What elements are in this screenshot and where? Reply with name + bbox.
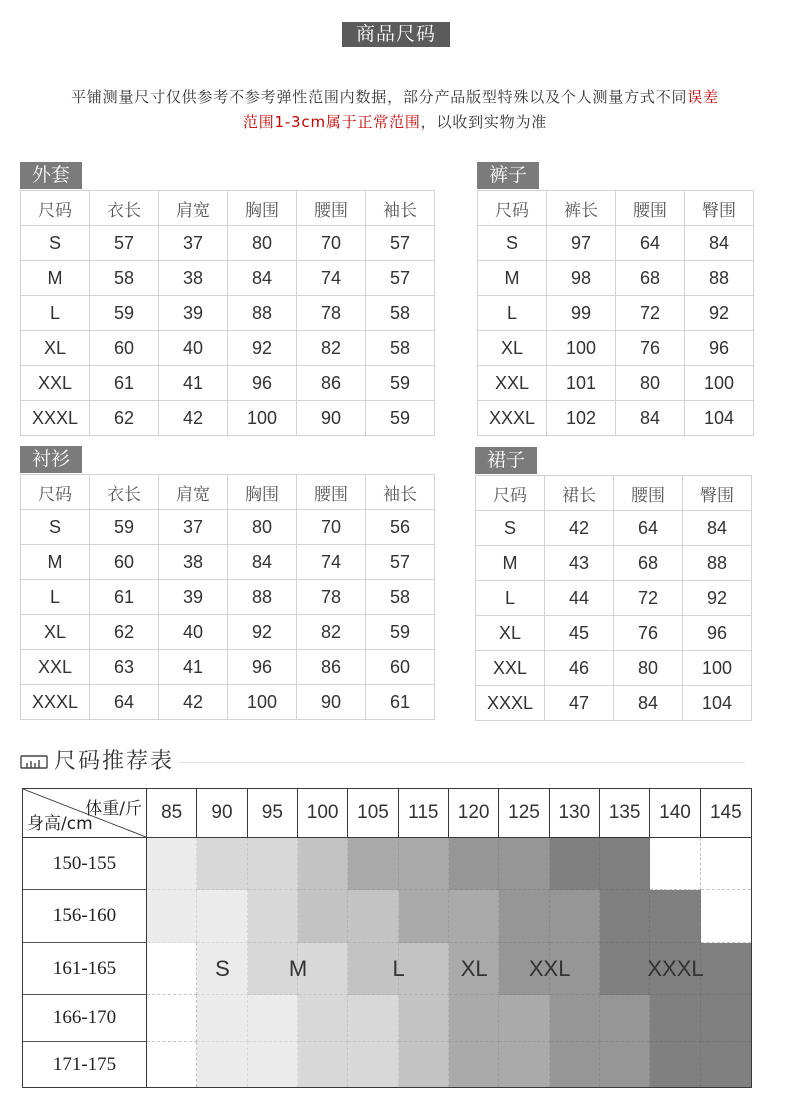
table-row: [21, 580, 435, 615]
measurement-cell: 84: [228, 545, 297, 580]
table-row: [21, 615, 435, 650]
column-header: 腰围: [297, 191, 366, 226]
size-zone-cell: [248, 890, 298, 943]
measurement-cell: 104: [685, 401, 754, 436]
size-zone-cell: [550, 838, 600, 890]
size-zone-cell: [298, 1042, 348, 1087]
size-cell: M: [478, 261, 547, 296]
measurement-cell: 56: [366, 510, 435, 545]
measurement-cell: 59: [366, 401, 435, 436]
measurement-cell: 82: [297, 331, 366, 366]
size-zone-cell: [197, 1042, 247, 1087]
measurement-cell: 80: [616, 366, 685, 401]
size-table-grid: [477, 190, 754, 436]
size-cell: S: [21, 510, 90, 545]
measurement-cell: 58: [90, 261, 159, 296]
weight-header-cell: 115: [399, 789, 449, 838]
measurement-cell: 104: [683, 686, 752, 721]
height-row-label: 171-175: [23, 1042, 147, 1087]
measurement-cell: 57: [90, 226, 159, 261]
measurement-cell: 37: [159, 226, 228, 261]
size-zone-cell: [248, 1042, 298, 1087]
measurement-cell: 38: [159, 261, 228, 296]
measurement-cell: 101: [547, 366, 616, 401]
table-row: [476, 616, 752, 651]
measurement-cell: 92: [228, 615, 297, 650]
measurement-cell: 92: [685, 296, 754, 331]
measurement-cell: 44: [545, 581, 614, 616]
measurement-cell: 61: [366, 685, 435, 720]
size-table-title: 外套: [20, 162, 82, 189]
weight-header-cell: 95: [248, 789, 298, 838]
measurement-cell: 78: [297, 580, 366, 615]
size-cell: XXL: [478, 366, 547, 401]
height-row-label: 166-170: [23, 995, 147, 1042]
size-cell: S: [476, 511, 545, 546]
size-zone-cell: [348, 1042, 398, 1087]
size-zone-cell: [147, 890, 197, 943]
measurement-cell: 96: [228, 650, 297, 685]
measurement-cell: 96: [685, 331, 754, 366]
size-zone-cell: [399, 1042, 449, 1087]
column-header: 尺码: [478, 191, 547, 226]
measurement-cell: 102: [547, 401, 616, 436]
table-row: [21, 685, 435, 720]
measurement-cell: 74: [297, 545, 366, 580]
table-row: [478, 401, 754, 436]
weight-header-cell: 105: [348, 789, 398, 838]
size-zone-cell: [248, 995, 298, 1042]
size-zone-cell: [550, 890, 600, 943]
size-cell: XXXL: [21, 401, 90, 436]
table-row: [21, 226, 435, 261]
weight-header-cell: 140: [650, 789, 700, 838]
measurement-cell: 68: [614, 546, 683, 581]
column-header: 裙长: [545, 476, 614, 511]
size-zone-cell: [650, 1042, 700, 1087]
table-row: [478, 366, 754, 401]
measurement-cell: 68: [616, 261, 685, 296]
size-cell: M: [21, 261, 90, 296]
measurement-cell: 74: [297, 261, 366, 296]
size-zone-cell: [399, 890, 449, 943]
size-cell: L: [478, 296, 547, 331]
measurement-cell: 61: [90, 580, 159, 615]
size-cell: L: [21, 580, 90, 615]
column-header: 袖长: [366, 191, 435, 226]
table-row: [478, 331, 754, 366]
measurement-cell: 64: [90, 685, 159, 720]
size-table-skirt: [475, 447, 752, 721]
size-zone-cell: [600, 995, 650, 1042]
size-zone-cell: [348, 890, 398, 943]
corner-header-cell: [23, 789, 147, 838]
size-cell: XL: [476, 616, 545, 651]
measurement-cell: 40: [159, 615, 228, 650]
size-zone-cell: [650, 838, 700, 890]
measurement-cell: 84: [683, 511, 752, 546]
measurement-cell: 60: [366, 650, 435, 685]
measurement-cell: 84: [614, 686, 683, 721]
height-row-label: 161-165: [23, 943, 147, 995]
size-zone-cell: [399, 838, 449, 890]
table-row: [21, 401, 435, 436]
size-zone-cell: [147, 943, 197, 995]
recommendation-title: 尺码推荐表: [54, 749, 175, 774]
header-divider: [178, 762, 745, 763]
measurement-cell: 60: [90, 331, 159, 366]
size-cell: XL: [478, 331, 547, 366]
size-zone-cell: [550, 1042, 600, 1087]
column-header: 衣长: [90, 475, 159, 510]
size-cell: XXL: [21, 366, 90, 401]
weight-header-cell: 125: [499, 789, 549, 838]
measurement-cell: 70: [297, 510, 366, 545]
measurement-cell: 99: [547, 296, 616, 331]
measurement-cell: 59: [90, 296, 159, 331]
measurement-cell: 80: [228, 510, 297, 545]
measurement-cell: 76: [616, 331, 685, 366]
table-row: [476, 651, 752, 686]
measurement-cell: 46: [545, 651, 614, 686]
measurement-cell: 80: [614, 651, 683, 686]
weight-header-cell: 145: [701, 789, 751, 838]
measurement-cell: 98: [547, 261, 616, 296]
column-header: 臀围: [683, 476, 752, 511]
measurement-cell: 100: [547, 331, 616, 366]
size-cell: XL: [21, 331, 90, 366]
measurement-cell: 88: [683, 546, 752, 581]
measurement-notice: [0, 85, 790, 135]
size-zone-cell: [499, 838, 549, 890]
measurement-cell: 82: [297, 615, 366, 650]
size-zone-cell: [600, 1042, 650, 1087]
height-axis-label: 身高/cm: [27, 814, 93, 834]
size-zone-cell: [298, 838, 348, 890]
notice-line-2: [0, 110, 790, 135]
column-header: 腰围: [616, 191, 685, 226]
column-header: 臀围: [685, 191, 754, 226]
size-zone-cell: [701, 995, 751, 1042]
weight-header-cell: 130: [550, 789, 600, 838]
measurement-cell: 88: [228, 580, 297, 615]
size-cell: S: [478, 226, 547, 261]
measurement-cell: 84: [685, 226, 754, 261]
measurement-cell: 62: [90, 401, 159, 436]
measurement-cell: 86: [297, 650, 366, 685]
measurement-cell: 86: [297, 366, 366, 401]
size-zone-label: M: [288, 956, 308, 981]
size-zone-cell: [449, 1042, 499, 1087]
table-row: [476, 686, 752, 721]
size-zone-label: L: [392, 956, 405, 981]
size-zone-cell: [650, 995, 700, 1042]
size-table-grid: [20, 474, 435, 720]
size-table-shirt: [20, 446, 435, 720]
measurement-cell: 61: [90, 366, 159, 401]
weight-axis-label: 体重/斤: [85, 799, 142, 819]
size-recommendation-grid: [22, 788, 752, 1088]
measurement-cell: 37: [159, 510, 228, 545]
size-cell: XXL: [476, 651, 545, 686]
table-row: [21, 366, 435, 401]
measurement-cell: 41: [159, 366, 228, 401]
weight-header-cell: 100: [298, 789, 348, 838]
measurement-cell: 59: [366, 366, 435, 401]
size-cell: XXXL: [478, 401, 547, 436]
notice-highlight: 范围1-3cm属于正常范围: [242, 113, 421, 131]
column-header: 袖长: [366, 475, 435, 510]
size-zone-label: XXXL: [647, 956, 704, 981]
measurement-cell: 58: [366, 580, 435, 615]
measurement-cell: 45: [545, 616, 614, 651]
size-zone-cell: [298, 890, 348, 943]
size-zone-cell: [499, 995, 549, 1042]
size-zone-cell: [449, 838, 499, 890]
measurement-cell: 84: [228, 261, 297, 296]
measurement-cell: 42: [159, 685, 228, 720]
size-zone-cell: [197, 890, 247, 943]
size-cell: M: [476, 546, 545, 581]
size-zone-cell: [147, 1042, 197, 1087]
measurement-cell: 70: [297, 226, 366, 261]
table-header-row: [21, 191, 435, 226]
notice-text: ，以收到实物为准: [420, 113, 548, 131]
measurement-cell: 64: [614, 511, 683, 546]
size-cell: L: [21, 296, 90, 331]
size-zone-cell: [499, 890, 549, 943]
size-table-title: 裙子: [475, 447, 537, 474]
size-zone-cell: [197, 838, 247, 890]
size-table-title: 裤子: [477, 162, 539, 189]
size-zone-cell: [650, 890, 700, 943]
measurement-cell: 92: [228, 331, 297, 366]
measurement-cell: 59: [366, 615, 435, 650]
measurement-cell: 100: [228, 401, 297, 436]
measurement-cell: 58: [366, 331, 435, 366]
recommendation-header: [20, 747, 750, 777]
size-zone-cell: [147, 838, 197, 890]
measurement-cell: 63: [90, 650, 159, 685]
size-zone-cell: [298, 995, 348, 1042]
measurement-cell: 47: [545, 686, 614, 721]
size-cell: S: [21, 226, 90, 261]
size-cell: XXL: [21, 650, 90, 685]
notice-text: 平铺测量尺寸仅供参考不参考弹性范围内数据，部分产品版型特殊以及个人测量方式不同: [71, 88, 688, 106]
size-zone-cell: [348, 838, 398, 890]
page-title: 商品尺码: [342, 22, 450, 47]
size-zone-cell: [399, 995, 449, 1042]
size-zone-cell: [701, 1042, 751, 1087]
table-row: [21, 261, 435, 296]
notice-highlight: 误差: [687, 88, 719, 106]
size-table-coat: [20, 162, 435, 436]
table-row: [478, 261, 754, 296]
size-zone-cell: [499, 1042, 549, 1087]
weight-header-cell: 85: [147, 789, 197, 838]
table-row: [21, 331, 435, 366]
size-zone-cell: [147, 995, 197, 1042]
measurement-cell: 100: [228, 685, 297, 720]
measurement-cell: 88: [228, 296, 297, 331]
table-row: [21, 510, 435, 545]
measurement-cell: 64: [616, 226, 685, 261]
size-zone-cell: [197, 995, 247, 1042]
measurement-cell: 41: [159, 650, 228, 685]
column-header: 胸围: [228, 191, 297, 226]
measurement-cell: 96: [228, 366, 297, 401]
table-row: [478, 226, 754, 261]
size-table-pants: [477, 162, 754, 436]
measurement-cell: 72: [614, 581, 683, 616]
measurement-cell: 90: [297, 685, 366, 720]
notice-line-1: [0, 85, 790, 110]
size-table-title: 衬衫: [20, 446, 82, 473]
measurement-cell: 57: [366, 261, 435, 296]
table-header-row: [478, 191, 754, 226]
measurement-cell: 43: [545, 546, 614, 581]
measurement-cell: 62: [90, 615, 159, 650]
table-row: [476, 511, 752, 546]
size-cell: M: [21, 545, 90, 580]
column-header: 胸围: [228, 475, 297, 510]
measurement-cell: 40: [159, 331, 228, 366]
measurement-cell: 39: [159, 580, 228, 615]
weight-header-cell: 90: [197, 789, 247, 838]
size-zone-cell: [600, 890, 650, 943]
table-row: [21, 545, 435, 580]
measurement-cell: 59: [90, 510, 159, 545]
table-header-row: [21, 475, 435, 510]
measurement-cell: 38: [159, 545, 228, 580]
column-header: 尺码: [21, 475, 90, 510]
table-row: [478, 296, 754, 331]
size-cell: L: [476, 581, 545, 616]
size-zone-label: XXL: [528, 956, 571, 981]
measurement-cell: 90: [297, 401, 366, 436]
size-cell: XXXL: [476, 686, 545, 721]
size-zone-cell: [600, 838, 650, 890]
size-cell: XL: [21, 615, 90, 650]
column-header: 腰围: [297, 475, 366, 510]
measurement-cell: 96: [683, 616, 752, 651]
measurement-cell: 42: [159, 401, 228, 436]
measurement-cell: 100: [685, 366, 754, 401]
measurement-cell: 92: [683, 581, 752, 616]
measurement-cell: 76: [614, 616, 683, 651]
measurement-cell: 78: [297, 296, 366, 331]
size-table-grid: [20, 190, 435, 436]
measurement-cell: 58: [366, 296, 435, 331]
size-zone-label: S: [215, 956, 230, 981]
table-header-row: [476, 476, 752, 511]
size-zone-cell: [701, 890, 751, 943]
size-zone-cell: [449, 890, 499, 943]
column-header: 衣长: [90, 191, 159, 226]
height-row-label: 150-155: [23, 838, 147, 890]
column-header: 尺码: [476, 476, 545, 511]
measurement-cell: 100: [683, 651, 752, 686]
column-header: 肩宽: [159, 475, 228, 510]
measurement-cell: 57: [366, 226, 435, 261]
table-row: [476, 546, 752, 581]
column-header: 尺码: [21, 191, 90, 226]
size-zone-cell: [449, 995, 499, 1042]
measurement-cell: 88: [685, 261, 754, 296]
measurement-cell: 84: [616, 401, 685, 436]
column-header: 肩宽: [159, 191, 228, 226]
measurement-cell: 80: [228, 226, 297, 261]
table-row: [21, 650, 435, 685]
measurement-cell: 42: [545, 511, 614, 546]
size-zone-label: XL: [460, 956, 488, 981]
measurement-cell: 57: [366, 545, 435, 580]
weight-header-cell: 120: [449, 789, 499, 838]
size-zone-cell: [550, 995, 600, 1042]
size-cell: XXXL: [21, 685, 90, 720]
weight-header-cell: 135: [600, 789, 650, 838]
column-header: 裤长: [547, 191, 616, 226]
height-row-label: 156-160: [23, 890, 147, 943]
size-zone-cell: [348, 995, 398, 1042]
measurement-cell: 97: [547, 226, 616, 261]
column-header: 腰围: [614, 476, 683, 511]
measurement-cell: 39: [159, 296, 228, 331]
size-zone-cell: [701, 838, 751, 890]
ruler-icon: [20, 753, 48, 771]
table-row: [476, 581, 752, 616]
measurement-cell: 72: [616, 296, 685, 331]
size-table-grid: [475, 475, 752, 721]
measurement-cell: 60: [90, 545, 159, 580]
size-zone-cell: [248, 838, 298, 890]
table-row: [21, 296, 435, 331]
